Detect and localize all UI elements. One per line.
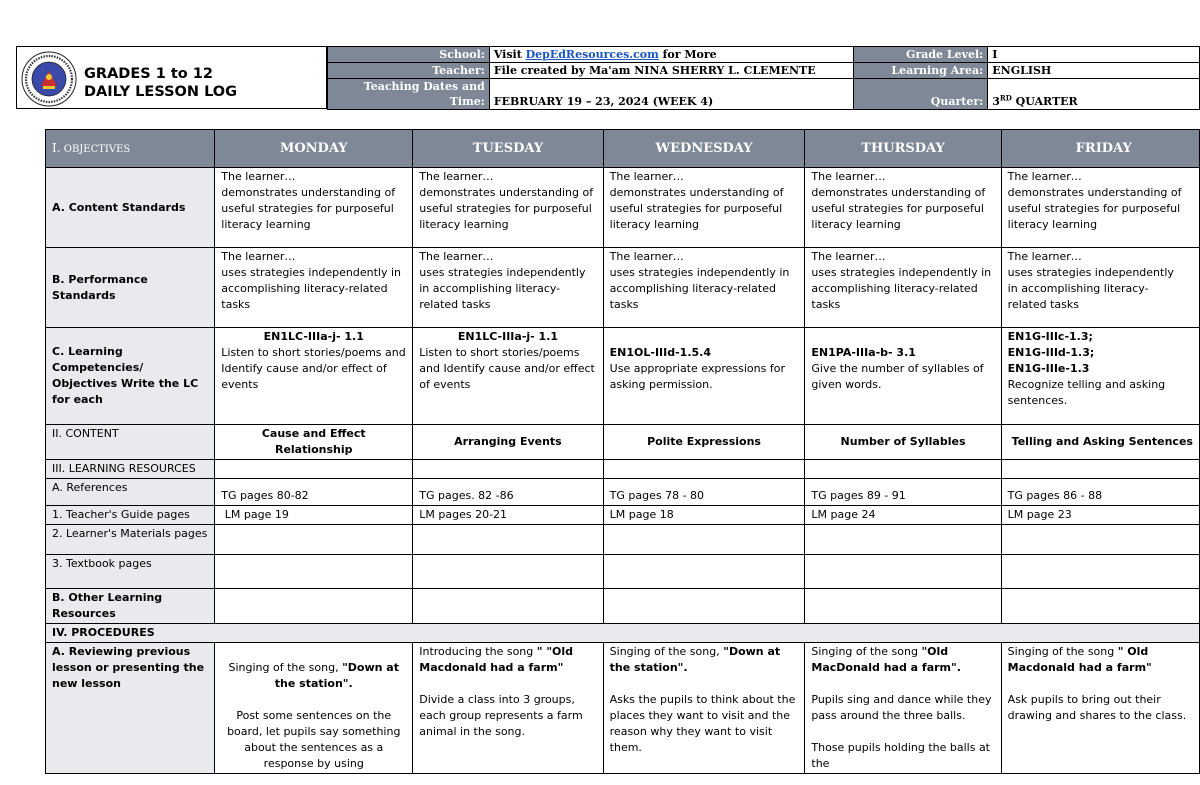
dates-label-line2: Time: — [449, 95, 485, 108]
review-friday-p1 — [1008, 644, 1193, 676]
review-text: Divide a class into 3 groups, each group represents a farm animal in the song. — [419, 693, 583, 738]
table-row — [46, 525, 1200, 555]
competency-code: EN1G-IIIe-1.3 — [1007, 362, 1090, 375]
school-label: School: — [328, 47, 490, 63]
review-cell-tuesday — [413, 643, 603, 774]
competencies-label — [46, 328, 215, 425]
empty-cell — [215, 589, 413, 624]
cell-line: The learner… — [419, 250, 494, 263]
content-standards-label — [46, 168, 215, 248]
cell-text: demonstrates understanding of useful strategies for purposeful literacy learning — [419, 186, 594, 231]
competencies-cell-wednesday — [603, 328, 805, 425]
table-row — [46, 643, 1200, 774]
empty-cell — [603, 555, 805, 589]
school-pre: Visit — [493, 48, 526, 61]
empty-cell — [413, 525, 603, 555]
teachers-guide-cell-friday: LM page 23 — [1001, 506, 1199, 525]
teacher-label: Teacher: — [328, 63, 490, 79]
competencies-cell-thursday — [805, 328, 1001, 425]
content-label: II. CONTENT — [46, 425, 215, 460]
empty-cell — [215, 555, 413, 589]
competency-code: EN1LC-IIIa-j- 1.1 — [457, 330, 559, 343]
grade-label: Grade Level: — [854, 47, 988, 63]
review-cell-wednesday — [603, 643, 805, 774]
teachers-guide-cell-monday: LM page 19 — [215, 506, 413, 525]
performance-standards-cell — [413, 248, 603, 328]
empty-cell — [1001, 460, 1199, 479]
table-row — [46, 589, 1200, 624]
empty-cell — [805, 555, 1001, 589]
empty-cell — [1001, 525, 1199, 555]
review-cell-friday — [1001, 643, 1199, 774]
content-standards-label-text: A. Content Standards — [52, 200, 186, 214]
table-row — [46, 425, 1200, 460]
table-row — [46, 555, 1200, 589]
review-text: Pupils sing and dance while they pass around the three balls. — [811, 693, 992, 722]
empty-cell — [215, 460, 413, 479]
competencies-cell-monday — [215, 328, 413, 425]
cell-text: uses strategies independently in accomplishing literacy-related tasks — [1007, 266, 1174, 311]
header-title-line1: GRADES 1 to 12 — [84, 66, 213, 82]
table-row — [46, 506, 1200, 525]
review-cell-thursday — [805, 643, 1001, 774]
grade-value: I — [988, 47, 1200, 63]
header-title-line2: DAILY LESSON LOG — [84, 84, 238, 100]
dates-label — [328, 79, 490, 110]
cell-text: demonstrates understanding of useful strategies for purposeful literacy learning — [811, 186, 986, 231]
empty-cell — [603, 525, 805, 555]
review-text: Singing of the song, — [228, 661, 343, 674]
competency-text: Give the number of syllables of given words. — [811, 362, 984, 391]
empty-cell — [413, 589, 603, 624]
performance-standards-cell — [1001, 248, 1199, 328]
table-row — [46, 479, 1200, 506]
area-label: Learning Area: — [854, 63, 988, 79]
cell-text: uses strategies independently in accomplishing literacy-related tasks — [609, 266, 790, 311]
cell-text: uses strategies independently in accomplishing literacy-related tasks — [811, 266, 992, 311]
references-cell-wednesday: TG pages 78 - 80 — [603, 479, 805, 506]
learning-resources-label: III. LEARNING RESOURCES — [46, 460, 215, 479]
competency-code: EN1G-IIIc-1.3; — [1007, 330, 1093, 343]
content-cell-tuesday: Arranging Events — [413, 425, 603, 460]
dates-label-line1: Teaching Dates and — [363, 80, 485, 93]
competency-text: Listen to short stories/poems and Identify cause and/or effect of events — [419, 346, 595, 391]
performance-standards-cell — [215, 248, 413, 328]
textbook-label: 3. Textbook pages — [46, 555, 215, 589]
other-resources-label-text: B. Other Learning Resources — [52, 591, 163, 620]
performance-standards-label — [46, 248, 215, 328]
area-value: ENGLISH — [988, 63, 1200, 79]
review-text: Ask pupils to bring out their drawing and shares to the class. — [1007, 693, 1187, 722]
learners-materials-label: 2. Learner's Materials pages — [46, 525, 215, 555]
empty-cell — [413, 555, 603, 589]
references-cell-tuesday: TG pages. 82 -86 — [413, 479, 603, 506]
competencies-cell-tuesday — [413, 328, 603, 425]
day-header-friday: FRIDAY — [1001, 130, 1199, 168]
performance-standards-cell — [603, 248, 805, 328]
content-standards-cell — [603, 168, 805, 248]
other-resources-label — [46, 589, 215, 624]
performance-standards-label-text: B. Performance Standards — [52, 272, 148, 302]
content-standards-cell — [1001, 168, 1199, 248]
quarter-label: Quarter: — [854, 79, 988, 110]
review-text: Asks the pupils to think about the places they want to visit and the reason why they want to visit them. — [609, 693, 796, 754]
references-label: A. References — [46, 479, 215, 506]
empty-cell — [413, 460, 603, 479]
competencies-cell-friday — [1001, 328, 1199, 425]
teacher-value: File created by Ma'am NINA SHERRY L. CLEMENTE — [489, 63, 854, 79]
empty-cell — [805, 460, 1001, 479]
review-tuesday-p1 — [419, 644, 596, 676]
song-title: "Down at the station". — [609, 645, 781, 674]
review-label-text: A. Reviewing previous lesson or presenting the new lesson — [52, 645, 205, 690]
cell-line: The learner… — [221, 250, 296, 263]
review-text: Singing of the song, — [609, 645, 724, 658]
review-text: Those pupils holding the balls at the — [811, 741, 990, 770]
content-cell-thursday: Number of Syllables — [805, 425, 1001, 460]
table-row — [46, 328, 1200, 425]
content-cell-wednesday: Polite Expressions — [603, 425, 805, 460]
quarter-num: 3 — [992, 95, 1000, 108]
cell-line: The learner… — [419, 170, 494, 183]
song-title: "Old MacDonald had a farm". — [811, 645, 961, 674]
cell-text: uses strategies independently in accomplishing literacy-related tasks — [221, 266, 402, 311]
review-wednesday-p1 — [610, 644, 799, 676]
table-row — [46, 168, 1200, 248]
quarter-word: QUARTER — [1011, 95, 1078, 108]
song-title: "Down at the station". — [274, 661, 399, 690]
table-header-row — [46, 130, 1200, 168]
procedures-label-text: IV. PROCEDURES — [52, 626, 155, 639]
cell-line: The learner… — [221, 170, 296, 183]
review-thursday-p1 — [811, 644, 994, 676]
day-header-thursday: THURSDAY — [805, 130, 1001, 168]
empty-cell — [805, 525, 1001, 555]
competency-code: EN1LC-IIIa-j- 1.1 — [263, 330, 364, 343]
cell-line: The learner… — [609, 170, 684, 183]
content-standards-cell — [215, 168, 413, 248]
empty-cell — [1001, 555, 1199, 589]
cell-line: The learner… — [1007, 250, 1082, 263]
review-label — [46, 643, 215, 774]
objectives-text: OBJECTIVES — [60, 143, 131, 155]
teachers-guide-cell-thursday: LM page 24 — [805, 506, 1001, 525]
teachers-guide-cell-wednesday: LM page 18 — [603, 506, 805, 525]
empty-cell — [215, 525, 413, 555]
header-title-box — [16, 46, 327, 109]
references-cell-thursday: TG pages 89 - 91 — [805, 479, 1001, 506]
table-row — [46, 624, 1200, 643]
header-title — [84, 65, 237, 101]
competency-code: EN1G-IIId-1.3; — [1007, 346, 1095, 359]
empty-cell — [805, 589, 1001, 624]
header-info-table — [327, 46, 1200, 110]
teachers-guide-cell-tuesday: LM pages 20-21 — [413, 506, 603, 525]
table-row — [46, 460, 1200, 479]
empty-cell — [603, 460, 805, 479]
cell-line: The learner… — [1007, 170, 1082, 183]
content-standards-cell — [413, 168, 603, 248]
review-monday-p1 — [221, 660, 406, 692]
competency-text: Recognize telling and asking sentences. — [1007, 378, 1166, 407]
school-value — [489, 47, 854, 63]
school-link[interactable]: DepEdResources.com — [525, 48, 659, 61]
day-header-wednesday: WEDNESDAY — [603, 130, 805, 168]
school-post: for More — [658, 48, 717, 61]
quarter-value — [988, 79, 1200, 110]
empty-cell — [603, 589, 805, 624]
cell-text: demonstrates understanding of useful strategies for purposeful literacy learning — [221, 186, 396, 231]
cell-line: The learner… — [811, 250, 886, 263]
objectives-roman: I. — [52, 140, 61, 155]
cell-line: The learner… — [609, 250, 684, 263]
performance-standards-cell — [805, 248, 1001, 328]
competency-code: EN1PA-IIIa-b- 3.1 — [811, 346, 916, 359]
deped-seal-icon — [21, 51, 77, 107]
competencies-label-text: C. Learning Competencies/ Objectives Write the LC for each — [52, 345, 199, 406]
day-header-tuesday: TUESDAY — [413, 130, 603, 168]
empty-cell — [1001, 589, 1199, 624]
review-cell-monday — [215, 643, 413, 774]
dates-value: FEBRUARY 19 – 23, 2024 (WEEK 4) — [489, 79, 854, 110]
cell-text: demonstrates understanding of useful strategies for purposeful literacy learning — [1007, 186, 1182, 231]
lesson-log-table — [45, 129, 1200, 774]
content-cell-friday: Telling and Asking Sentences — [1001, 425, 1199, 460]
review-text: Introducing the song — [419, 645, 537, 658]
competency-text: Listen to short stories/poems and Identify cause and/or effect of events — [221, 346, 406, 391]
teachers-guide-label: 1. Teacher's Guide pages — [46, 506, 215, 525]
content-cell-monday: Cause and Effect Relationship — [215, 425, 413, 460]
quarter-sup: RD — [999, 93, 1012, 103]
cell-text: demonstrates understanding of useful strategies for purposeful literacy learning — [609, 186, 784, 231]
references-cell-friday: TG pages 86 - 88 — [1001, 479, 1199, 506]
song-title: " Old Macdonald had a farm" — [1007, 645, 1152, 674]
review-text: Singing of the song — [811, 645, 922, 658]
review-text: Singing of the song — [1007, 645, 1118, 658]
table-row — [46, 248, 1200, 328]
song-title: " "Old Macdonald had a farm" — [419, 645, 574, 674]
day-header-monday: MONDAY — [215, 130, 413, 168]
content-standards-cell — [805, 168, 1001, 248]
review-text: Post some sentences on the board, let pupils say something about the sentences as a response by using — [227, 709, 401, 770]
cell-line: The learner… — [811, 170, 886, 183]
objectives-header — [46, 130, 215, 168]
competency-code: EN1OL-IIId-1.5.4 — [609, 346, 711, 359]
cell-text: uses strategies independently in accomplishing literacy-related tasks — [419, 266, 586, 311]
competency-text: Use appropriate expressions for asking permission. — [609, 362, 785, 391]
references-cell-monday: TG pages 80-82 — [215, 479, 413, 506]
procedures-label — [46, 624, 1200, 643]
